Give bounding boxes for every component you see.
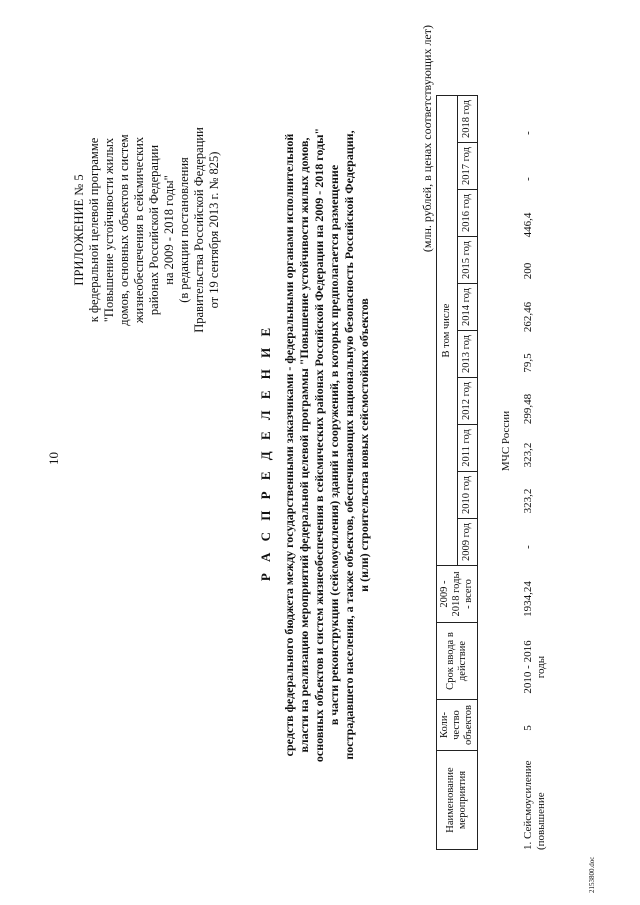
row-year-value: 79,5 <box>522 353 534 373</box>
row-quantity: 5 <box>522 725 534 731</box>
appendix-line: "Повышение устойчивости жилых <box>102 137 116 323</box>
header-year: 2014 год <box>457 284 478 331</box>
row-year-value: 262,46 <box>522 301 534 333</box>
subtitle-line: средств федерального бюджета между государственными заказчиками - федеральными органами исполнительной <box>282 133 296 757</box>
appendix-line: домов, основных объектов и систем <box>117 134 131 326</box>
appendix-header <box>72 65 222 395</box>
table-row <box>522 32 582 850</box>
row-total: 1934,24 <box>522 581 534 617</box>
subtitle-line: и (или) строительства новых сейсмостойких объектов <box>357 298 371 592</box>
units-note: (млн. рублей, в ценах соответствующих лет) <box>420 25 434 253</box>
header-term: Срок ввода в действие <box>437 623 478 700</box>
row-year-value: 299,48 <box>522 393 534 425</box>
appendix-line: ПРИЛОЖЕНИЕ № 5 <box>72 174 86 286</box>
subtitle-line: власти на реализацию мероприятий федеральной целевой программы "Повышение устойчивости жилых домов, <box>297 137 311 753</box>
document-subtitle <box>282 45 372 845</box>
agency-label: МЧС России <box>500 410 512 472</box>
table-header-row <box>437 96 458 850</box>
document-footer: 2153800.doc <box>588 856 596 893</box>
header-total: 2009 - 2018 годы - всего <box>437 566 478 623</box>
document-title: Р А С П Р Е Д Е Л Е Н И Е <box>258 323 273 582</box>
header-year: 2010 год <box>457 472 478 519</box>
row-year-value: - <box>522 545 534 549</box>
row-year-value: 323,2 <box>522 442 534 468</box>
appendix-line: от 19 сентября 2013 г. № 825) <box>207 151 221 309</box>
header-year: 2013 год <box>457 331 478 378</box>
header-name: Наименование мероприятия <box>437 751 478 850</box>
row-year-value: - <box>522 177 534 181</box>
page-number: 10 <box>46 452 61 465</box>
row-term: 2010 - 2016 годы <box>522 640 547 694</box>
subtitle-line: в части реконструкции (сейсмоусиления) зданий и сооружений, в которых предполагается размещение <box>327 164 341 726</box>
header-year: 2012 год <box>457 378 478 425</box>
subtitle-line: основных объектов и систем жизнеобеспечения в сейсмических районах Российской Федерации на 2009 - 2018 годы" <box>312 127 326 763</box>
header-year: 2018 год <box>457 96 478 143</box>
row-year-value: 200 <box>522 262 534 280</box>
distribution-table <box>436 95 478 850</box>
appendix-line: Правительства Российской Федерации <box>192 127 206 333</box>
appendix-line: районах Российской Федерации <box>147 144 161 316</box>
appendix-line: на 2009 - 2018 годы" <box>162 175 176 285</box>
header-year: 2017 год <box>457 143 478 190</box>
header-quantity: Коли-чество объектов <box>437 700 478 751</box>
header-including: В том числе <box>437 96 458 566</box>
header-year: 2015 год <box>457 237 478 284</box>
header-year: 2009 год <box>457 519 478 566</box>
row-year-value: - <box>522 131 534 135</box>
row-year-value: 446,4 <box>522 212 534 238</box>
appendix-line: жизнеобеспечения в сейсмических <box>132 136 146 324</box>
header-year: 2011 год <box>457 425 478 472</box>
appendix-line: (в редакции постановления <box>177 157 191 303</box>
subtitle-line: пострадавшего населения, а также объектов, обеспечивающих национальную безопасность Российской Федерации, <box>342 130 356 760</box>
row-year-value: 323,2 <box>522 488 534 514</box>
appendix-line: к федеральной целевой программе <box>87 137 101 323</box>
header-year: 2016 год <box>457 190 478 237</box>
row-name: 1. Сейсмоусиление (повышение <box>522 760 547 850</box>
